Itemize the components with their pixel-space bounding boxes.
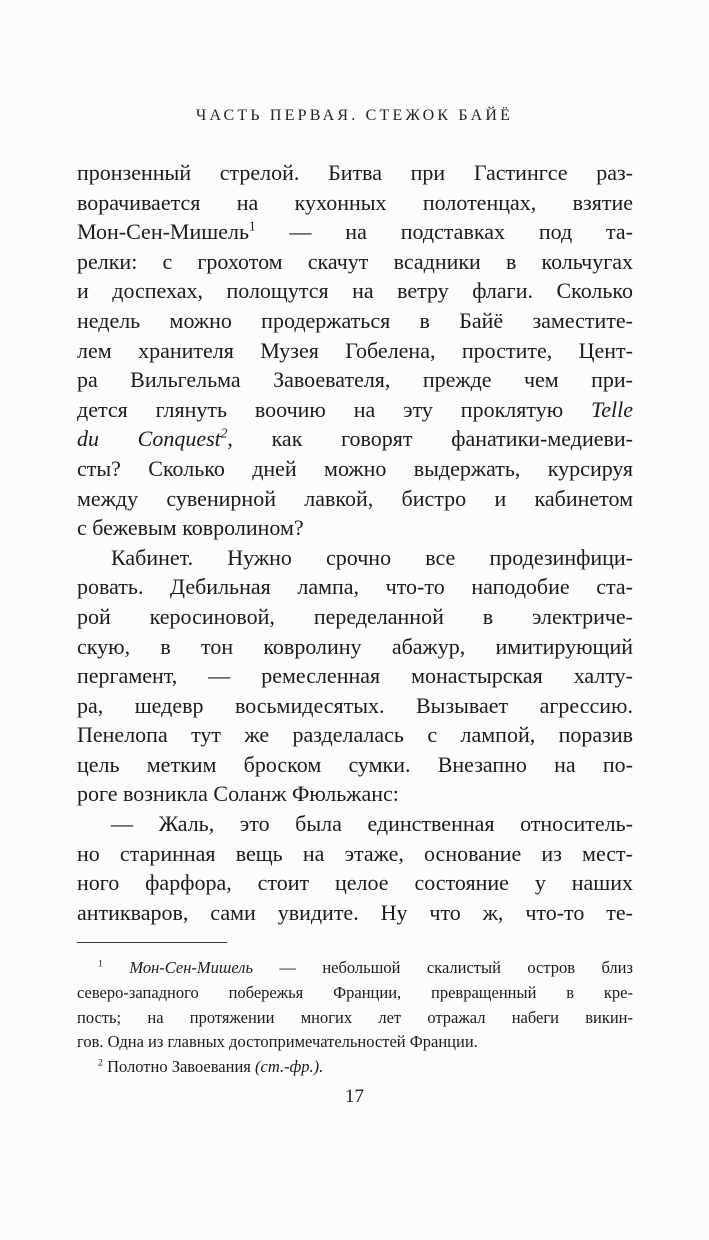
text-segment: ровать. Дебильная лампа, что-то наподобие ста-	[77, 574, 633, 600]
text-line	[77, 306, 633, 336]
text-line	[77, 336, 633, 366]
text-segment: Пенелопа тут же разделалась с лампой, поразив	[77, 722, 633, 748]
text-segment: Мон-Сен-Мишель	[129, 958, 253, 977]
text-segment: Полотно Завоевания	[102, 1057, 256, 1077]
body-text	[77, 158, 633, 927]
text-line	[77, 956, 633, 981]
text-segment: ра Вильгельма Завоевателя, прежде чем при-	[77, 367, 633, 393]
text-segment: антикваров, сами увидите. Ну что ж, что-то те-	[77, 899, 633, 925]
footnotes	[77, 942, 633, 1080]
text-line	[77, 720, 633, 750]
text-line	[77, 1030, 633, 1055]
text-segment: релки: с грохотом скачут всадники в кольчугах	[77, 248, 633, 274]
text-segment: недель можно продержаться в Байё заместите-	[77, 307, 633, 333]
footnote	[77, 956, 633, 1055]
text-segment: с бежевым ковролином?	[77, 515, 304, 541]
text-line	[77, 217, 633, 247]
text-segment: сты? Сколько дней можно выдержать, курсируя	[77, 455, 633, 481]
text-segment	[103, 958, 129, 977]
footnote-list	[77, 956, 633, 1080]
text-segment: роге возникла Соланж Фюльжанс:	[77, 781, 399, 807]
footnote-reference: 2	[98, 1057, 103, 1069]
text-line	[77, 395, 633, 425]
text-line	[77, 484, 633, 514]
text-line	[77, 454, 633, 484]
text-segment: — Жаль, это была единственная относитель-	[111, 811, 633, 837]
text-segment: лем хранителя Музея Гобелена, простите, Цент-	[77, 337, 633, 363]
paragraph	[77, 158, 633, 543]
text-segment: du Conquest	[77, 426, 221, 452]
footnote-reference: 2	[220, 426, 228, 442]
text-line	[77, 247, 633, 277]
page-number: 17	[345, 1086, 364, 1107]
text-segment: и доспехах, полощутся на ветру флаги. Сколько	[77, 278, 633, 304]
text-line	[77, 868, 633, 898]
text-line	[77, 424, 633, 454]
footnote-divider	[77, 942, 227, 943]
text-segment: дется глянуть воочию на эту проклятую	[77, 396, 592, 422]
text-line	[77, 898, 633, 928]
text-segment: северо-западного побережья Франции, превращенный в кре-	[77, 982, 633, 1002]
text-segment: между сувенирной лавкой, бистро и кабинетом	[77, 485, 633, 511]
text-line	[77, 839, 633, 869]
text-segment: рой керосиновой, переделанной в электриче-	[77, 603, 633, 629]
text-line	[77, 276, 633, 306]
text-line	[77, 750, 633, 780]
footnote	[77, 1055, 633, 1080]
text-line	[77, 602, 633, 632]
running-head: ЧАСТЬ ПЕРВАЯ. СТЕЖОК БАЙЁ	[195, 107, 514, 124]
text-segment: ворачивается на кухонных полотенцах, взятие	[77, 189, 633, 215]
text-segment: — небольшой скалистый остров близ	[253, 958, 634, 977]
text-segment: скую, в тон ковролину абажур, имитирующий	[77, 633, 633, 659]
text-line	[77, 661, 633, 691]
text-segment: (ст.-фр.).	[255, 1057, 324, 1077]
text-segment: , как говорят фанатики-медиеви-	[227, 426, 633, 452]
text-segment: гов. Одна из главных достопримечательностей Франции.	[77, 1032, 478, 1052]
text-segment: ра, шедевр восьмидесятых. Вызывает агрессию.	[77, 692, 633, 718]
text-segment: пронзенный стрелой. Битва при Гастингсе раз-	[77, 160, 633, 185]
footnote-reference: 1	[98, 958, 103, 970]
text-segment: Кабинет. Нужно срочно все продезинфици-	[111, 544, 633, 570]
text-segment: Telle	[591, 396, 633, 422]
text-segment: Мон-Сен-Мишель	[77, 219, 249, 245]
text-line	[77, 513, 633, 543]
text-line	[77, 365, 633, 395]
text-line	[77, 691, 633, 721]
text-line	[77, 188, 633, 218]
text-line	[77, 158, 633, 188]
text-line	[77, 632, 633, 662]
text-segment: — на подставках под та-	[255, 219, 633, 245]
text-segment: но старинная вещь на этаже, основание из мест-	[77, 840, 633, 866]
text-line	[77, 779, 633, 809]
footnote-reference: 1	[248, 218, 256, 234]
text-segment: пергамент, — ремесленная монастырская халту-	[77, 663, 633, 689]
text-line	[77, 1006, 633, 1031]
text-segment: ного фарфора, стоит целое состояние у наших	[77, 870, 633, 896]
paragraph	[77, 809, 633, 927]
text-line	[77, 809, 633, 839]
text-line	[77, 572, 633, 602]
text-line	[77, 1055, 633, 1080]
paragraph	[77, 543, 633, 809]
text-segment: пость; на протяжении многих лет отражал набеги викин-	[77, 1007, 633, 1027]
text-line	[77, 543, 633, 573]
text-line	[77, 981, 633, 1006]
text-segment: цель метким броском сумки. Внезапно на по-	[77, 751, 633, 777]
